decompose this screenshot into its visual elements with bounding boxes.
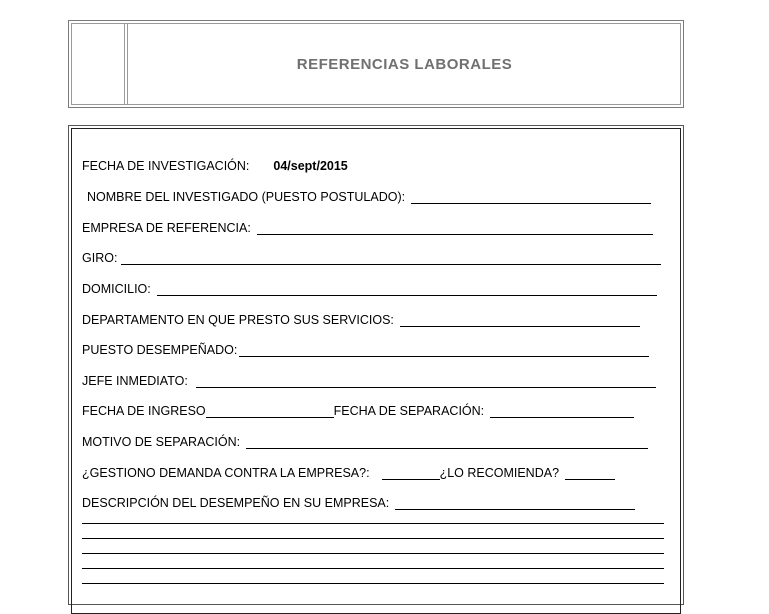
- row-jefe: [82, 372, 656, 388]
- row-fecha-investigacion: [82, 157, 348, 173]
- descripcion-line[interactable]: [82, 568, 664, 569]
- descripcion-line[interactable]: [82, 553, 664, 554]
- domicilio-label: DOMICILIO:: [82, 282, 151, 296]
- row-demanda: [82, 464, 615, 480]
- header-box: [68, 20, 684, 108]
- recomienda-field[interactable]: [565, 468, 615, 480]
- ingreso-field[interactable]: [206, 406, 334, 418]
- row-nombre: [87, 188, 651, 204]
- nombre-label: NOMBRE DEL INVESTIGADO (PUESTO POSTULADO):: [87, 190, 406, 204]
- motivo-label: MOTIVO DE SEPARACIÓN:: [82, 435, 241, 449]
- recomienda-label: ¿LO RECOMIENDA?: [439, 466, 560, 480]
- row-descripcion: [82, 494, 635, 510]
- row-empresa: [82, 219, 653, 235]
- departamento-label: DEPARTAMENTO EN QUE PRESTO SUS SERVICIOS:: [82, 313, 394, 327]
- logo-cell: [72, 24, 128, 104]
- empresa-field[interactable]: [257, 223, 653, 235]
- jefe-label: JEFE INMEDIATO:: [82, 374, 188, 388]
- motivo-field[interactable]: [246, 437, 648, 449]
- descripcion-line[interactable]: [82, 523, 664, 524]
- puesto-field[interactable]: [239, 345, 649, 357]
- fecha-investigacion-label: FECHA DE INVESTIGACIÓN:: [82, 159, 250, 173]
- departamento-field[interactable]: [400, 315, 640, 327]
- puesto-label: PUESTO DESEMPEÑADO:: [82, 343, 238, 357]
- descripcion-label: DESCRIPCIÓN DEL DESEMPEÑO EN SU EMPRESA:: [82, 496, 390, 510]
- row-motivo: [82, 433, 648, 449]
- row-puesto: [82, 341, 649, 357]
- domicilio-field[interactable]: [157, 284, 657, 296]
- demanda-label: ¿GESTIONO DEMANDA CONTRA LA EMPRESA?:: [82, 466, 370, 480]
- row-domicilio: [82, 280, 657, 296]
- fecha-investigacion-value: 04/sept/2015: [273, 159, 348, 173]
- separacion-label: FECHA DE SEPARACIÓN:: [333, 404, 485, 418]
- descripcion-line[interactable]: [82, 583, 664, 584]
- nombre-field[interactable]: [411, 192, 651, 204]
- header-inner: [71, 23, 681, 105]
- row-fechas: [82, 402, 634, 418]
- jefe-field[interactable]: [196, 376, 656, 388]
- row-giro: [82, 249, 661, 265]
- giro-label: GIRO:: [82, 251, 118, 265]
- separacion-field[interactable]: [490, 406, 634, 418]
- descripcion-line[interactable]: [82, 538, 664, 539]
- row-departamento: [82, 311, 640, 327]
- ingreso-label: FECHA DE INGRESO: [82, 404, 206, 418]
- demanda-field[interactable]: [382, 468, 440, 480]
- page-title: REFERENCIAS LABORALES: [296, 55, 513, 73]
- descripcion-field[interactable]: [395, 498, 635, 510]
- empresa-label: EMPRESA DE REFERENCIA:: [82, 221, 251, 235]
- giro-field[interactable]: [121, 253, 661, 265]
